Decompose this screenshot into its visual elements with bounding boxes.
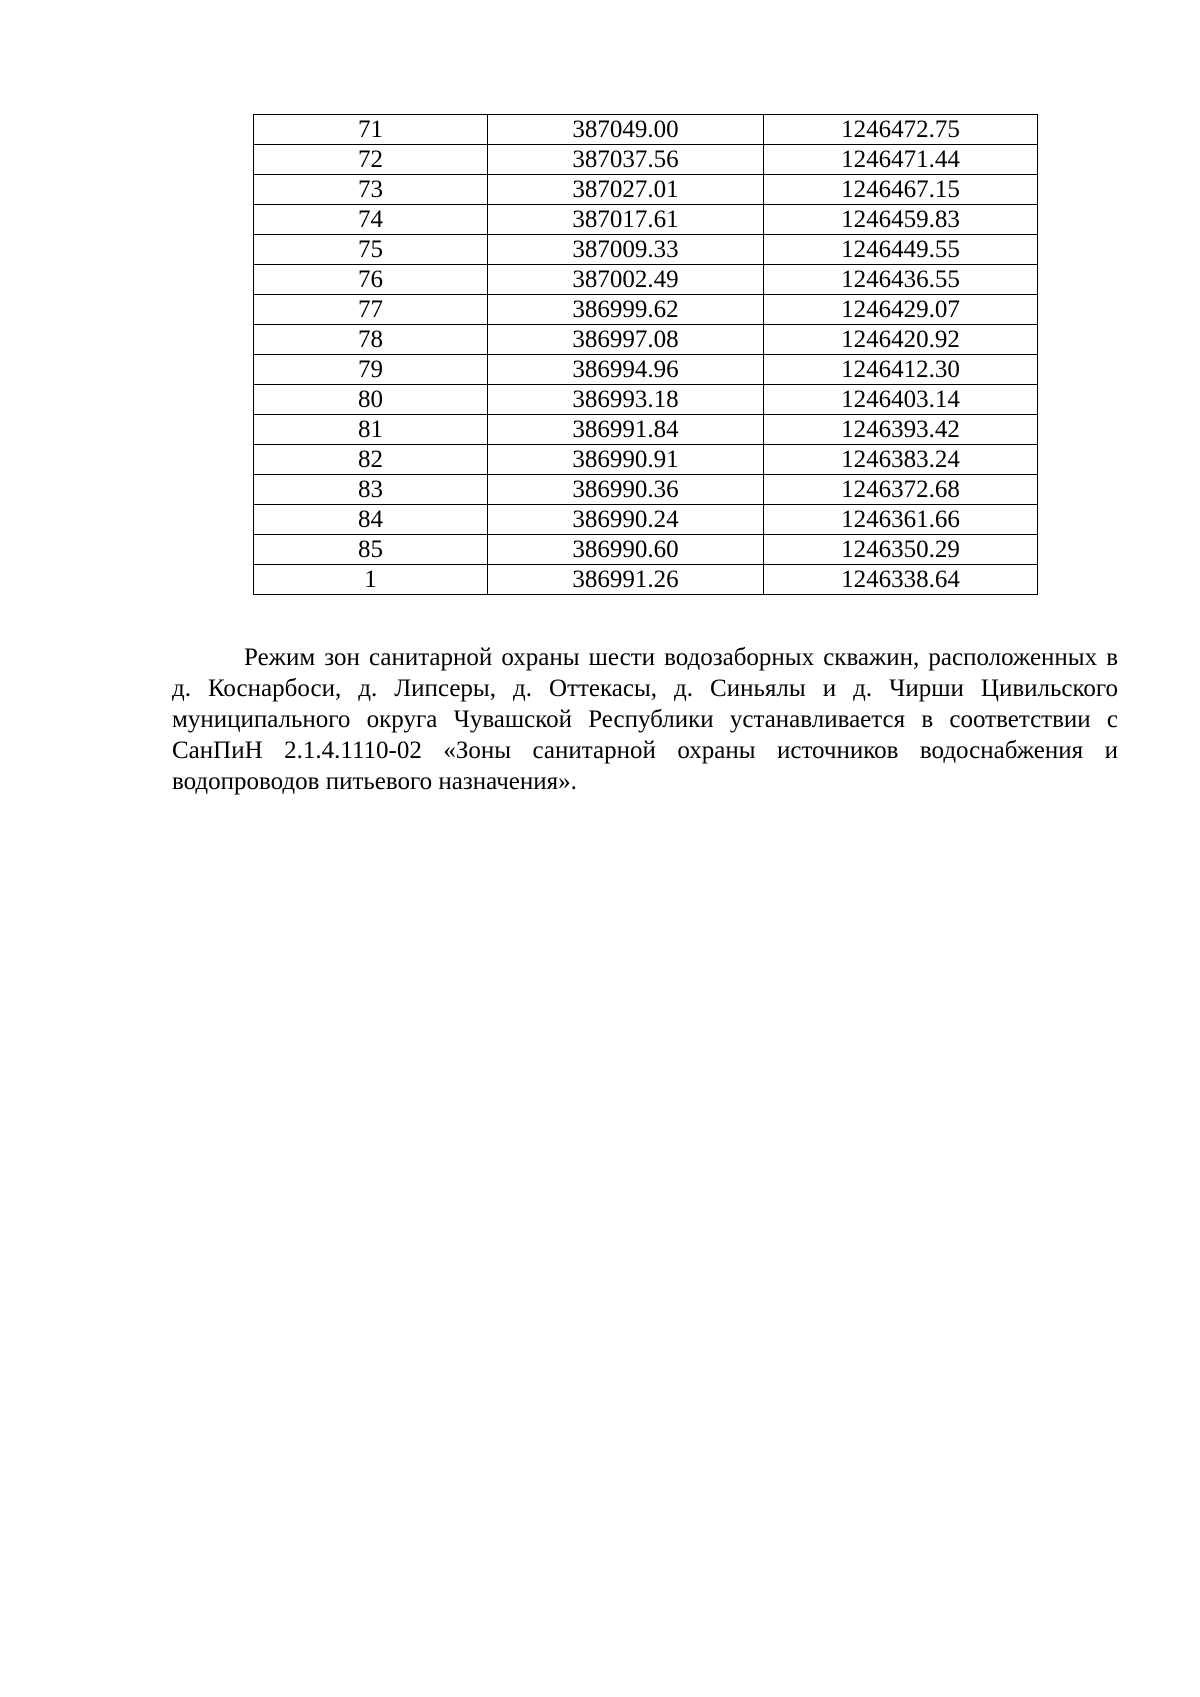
point-number-cell: 84 — [254, 505, 488, 535]
x-coordinate-cell: 387009.33 — [488, 235, 764, 265]
table-row — [254, 325, 1038, 355]
x-coordinate-cell: 386991.26 — [488, 565, 764, 595]
point-number-cell: 1 — [254, 565, 488, 595]
table-row — [254, 505, 1038, 535]
table-row — [254, 175, 1038, 205]
point-number-cell: 82 — [254, 445, 488, 475]
x-coordinate-cell: 386999.62 — [488, 295, 764, 325]
point-number-cell: 75 — [254, 235, 488, 265]
table-row — [254, 145, 1038, 175]
point-number-cell: 80 — [254, 385, 488, 415]
y-coordinate-cell: 1246471.44 — [764, 145, 1038, 175]
point-number-cell: 72 — [254, 145, 488, 175]
table-row — [254, 475, 1038, 505]
y-coordinate-cell: 1246372.68 — [764, 475, 1038, 505]
x-coordinate-cell: 386993.18 — [488, 385, 764, 415]
y-coordinate-cell: 1246403.14 — [764, 385, 1038, 415]
point-number-cell: 71 — [254, 115, 488, 145]
coordinates-table-body — [254, 115, 1038, 595]
coordinates-table — [253, 114, 1038, 595]
point-number-cell: 77 — [254, 295, 488, 325]
x-coordinate-cell: 387017.61 — [488, 205, 764, 235]
table-row — [254, 265, 1038, 295]
x-coordinate-cell: 386990.60 — [488, 535, 764, 565]
y-coordinate-cell: 1246436.55 — [764, 265, 1038, 295]
y-coordinate-cell: 1246338.64 — [764, 565, 1038, 595]
y-coordinate-cell: 1246472.75 — [764, 115, 1038, 145]
table-row — [254, 295, 1038, 325]
x-coordinate-cell: 386990.91 — [488, 445, 764, 475]
x-coordinate-cell: 386994.96 — [488, 355, 764, 385]
table-row — [254, 115, 1038, 145]
x-coordinate-cell: 387049.00 — [488, 115, 764, 145]
x-coordinate-cell: 386990.24 — [488, 505, 764, 535]
table-row — [254, 565, 1038, 595]
y-coordinate-cell: 1246383.24 — [764, 445, 1038, 475]
table-row — [254, 205, 1038, 235]
table-row — [254, 535, 1038, 565]
y-coordinate-cell: 1246393.42 — [764, 415, 1038, 445]
y-coordinate-cell: 1246361.66 — [764, 505, 1038, 535]
table-row — [254, 445, 1038, 475]
x-coordinate-cell: 387027.01 — [488, 175, 764, 205]
y-coordinate-cell: 1246459.83 — [764, 205, 1038, 235]
point-number-cell: 76 — [254, 265, 488, 295]
point-number-cell: 85 — [254, 535, 488, 565]
table-row — [254, 355, 1038, 385]
table-row — [254, 235, 1038, 265]
point-number-cell: 78 — [254, 325, 488, 355]
table-row — [254, 415, 1038, 445]
y-coordinate-cell: 1246412.30 — [764, 355, 1038, 385]
table-row — [254, 385, 1038, 415]
point-number-cell: 83 — [254, 475, 488, 505]
x-coordinate-cell: 386990.36 — [488, 475, 764, 505]
point-number-cell: 73 — [254, 175, 488, 205]
x-coordinate-cell: 386991.84 — [488, 415, 764, 445]
point-number-cell: 74 — [254, 205, 488, 235]
y-coordinate-cell: 1246429.07 — [764, 295, 1038, 325]
point-number-cell: 81 — [254, 415, 488, 445]
x-coordinate-cell: 386997.08 — [488, 325, 764, 355]
y-coordinate-cell: 1246350.29 — [764, 535, 1038, 565]
x-coordinate-cell: 387037.56 — [488, 145, 764, 175]
x-coordinate-cell: 387002.49 — [488, 265, 764, 295]
y-coordinate-cell: 1246449.55 — [764, 235, 1038, 265]
body-paragraph: Режим зон санитарной охраны шести водозаборных скважин, расположенных в д. Коснарбоси, д. Липсеры, д. Оттекасы, д. Синьялы и д. Чирши Цивильского муниципального округа Чувашской Республики устанавливается в соответствии с СанПиН 2.1.4.1110-02 «Зоны санитарной охраны источников водоснабжения и водопроводов питьевого назначения». — [172, 644, 1118, 795]
y-coordinate-cell: 1246467.15 — [764, 175, 1038, 205]
point-number-cell: 79 — [254, 355, 488, 385]
y-coordinate-cell: 1246420.92 — [764, 325, 1038, 355]
